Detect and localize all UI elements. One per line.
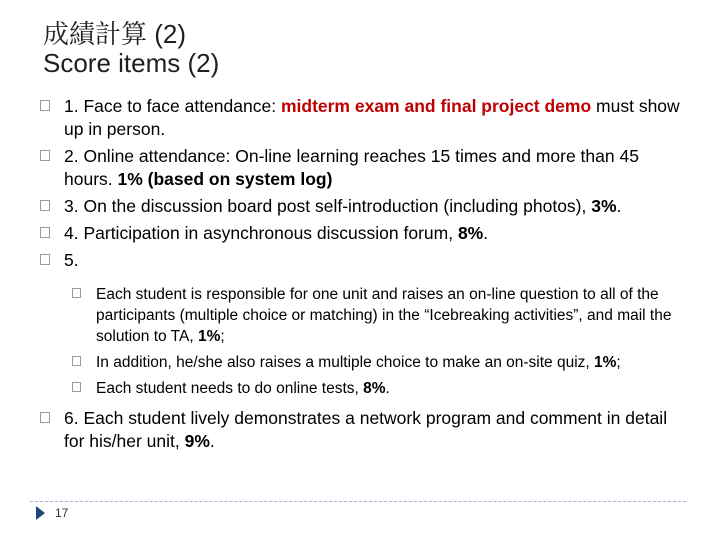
title-english: Score items (2) bbox=[43, 48, 220, 78]
bullet-list bbox=[40, 95, 680, 457]
page-number: 17 bbox=[55, 506, 69, 520]
footer-divider bbox=[30, 501, 686, 502]
bullet-square-icon bbox=[40, 227, 50, 238]
bullet-square-icon bbox=[40, 254, 50, 265]
bullet-item-6: 6. Each student lively demonstrates a network program and comment in detail for his/her unit, 9%. bbox=[40, 407, 680, 453]
bullet-square-icon bbox=[72, 382, 81, 392]
bullet-square-icon bbox=[40, 200, 50, 211]
bullet-item-1: 1. Face to face attendance: midterm exam and final project demo must show up in person. bbox=[40, 95, 680, 141]
sub-bullet-2: In addition, he/she also raises a multiple choice to make an on-site quiz, 1%; bbox=[72, 352, 680, 373]
bullet-item-4: 4. Participation in asynchronous discussion forum, 8%. bbox=[40, 222, 680, 245]
triangle-marker-icon bbox=[36, 506, 45, 520]
bullet-square-icon bbox=[40, 150, 50, 161]
bullet-square-icon bbox=[72, 356, 81, 366]
highlight-text: midterm exam and final project demo bbox=[280, 96, 592, 116]
bullet-item-2: 2. Online attendance: On-line learning reaches 15 times and more than 45 hours. 1% (based on system log) bbox=[40, 145, 680, 191]
bullet-item-3: 3. On the discussion board post self-introduction (including photos), 3%. bbox=[40, 195, 680, 218]
bullet-square-icon bbox=[72, 288, 81, 298]
sub-bullet-1: Each student is responsible for one unit and raises an on-line question to all of the participants (multiple choice or matching) in the “Icebreaking activities”, and mail the solution to TA, 1%; bbox=[72, 284, 680, 347]
slide-title bbox=[43, 20, 219, 78]
sub-bullet-3: Each student needs to do online tests, 8%. bbox=[72, 378, 680, 399]
title-chinese: 成績計算 (2) bbox=[43, 19, 187, 49]
bullet-square-icon bbox=[40, 100, 50, 111]
bullet-item-5: 5. bbox=[40, 249, 680, 272]
bullet-square-icon bbox=[40, 412, 50, 423]
